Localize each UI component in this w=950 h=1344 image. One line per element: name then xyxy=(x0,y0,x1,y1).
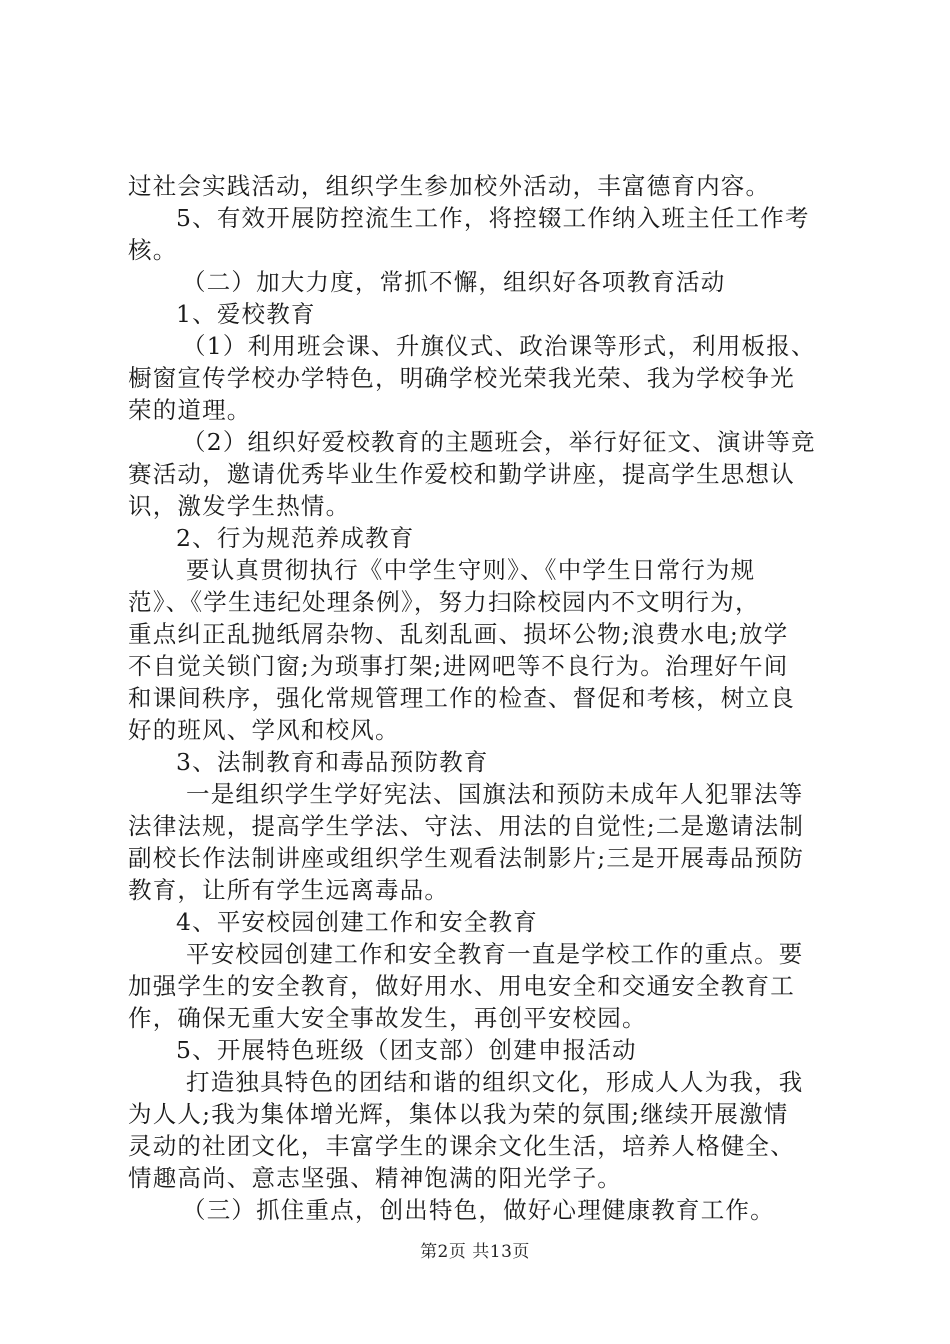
document-body xyxy=(128,170,832,1226)
section-heading: （三）抓住重点，创出特色，做好心理健康教育工作。 xyxy=(182,1196,775,1224)
text-line: 识，激发学生热情。 xyxy=(128,492,351,520)
text-line: 5、有效开展防控流生工作，将控辍工作纳入班主任工作考 xyxy=(176,204,810,232)
subsection-heading: 3、法制教育和毒品预防教育 xyxy=(176,748,489,776)
text-line: （1）利用班会课、升旗仪式、政治课等形式，利用板报、 xyxy=(182,332,816,360)
text-line: 要认真贯彻执行《中学生守则》、《中学生日常行为规 xyxy=(186,556,756,584)
text-line: 重点纠正乱抛纸屑杂物、乱刻乱画、损坏公物;浪费水电;放学 xyxy=(128,620,789,648)
text-line: 作，确保无重大安全事故发生，再创平安校园。 xyxy=(128,1004,647,1032)
text-line: 赛活动，邀请优秀毕业生作爱校和勤学讲座，提高学生思想认 xyxy=(128,460,795,488)
text-line: 教育，让所有学生远离毒品。 xyxy=(128,876,450,904)
subsection-heading: 1、爱校教育 xyxy=(176,300,316,328)
text-line: 好的班风、学风和校风。 xyxy=(128,716,400,744)
text-line: 不自觉关锁门窗;为琐事打架;进网吧等不良行为。治理好午间 xyxy=(128,652,789,680)
text-line: 一是组织学生学好宪法、国旗法和预防未成年人犯罪法等 xyxy=(186,780,804,808)
text-line: 范》、《学生违纪处理条例》，努力扫除校园内不文明行为， xyxy=(128,588,760,616)
text-line: 平安校园创建工作和安全教育一直是学校工作的重点。要 xyxy=(186,940,804,968)
subsection-heading: 2、行为规范养成教育 xyxy=(176,524,415,552)
subsection-heading: 4、平安校园创建工作和安全教育 xyxy=(176,908,538,936)
text-line: 法律法规，提高学生学法、守法、用法的自觉性;二是邀请法制 xyxy=(128,812,805,840)
text-line: 荣的道理。 xyxy=(128,396,252,424)
text-line: 情趣高尚、意志坚强、精神饱满的阳光学子。 xyxy=(128,1164,622,1192)
text-line: 打造独具特色的团结和谐的组织文化，形成人人为我，我 xyxy=(186,1068,804,1096)
page-number-footer: 第2页 共13页 xyxy=(420,1242,530,1262)
text-line: 和课间秩序，强化常规管理工作的检查、督促和考核，树立良 xyxy=(128,684,795,712)
text-line: 过社会实践活动，组织学生参加校外活动，丰富德育内容。 xyxy=(128,172,771,200)
text-line: 副校长作法制讲座或组织学生观看法制影片;三是开展毒品预防 xyxy=(128,844,805,872)
text-line: （2）组织好爱校教育的主题班会，举行好征文、演讲等竞 xyxy=(182,428,816,456)
subsection-heading: 5、开展特色班级（团支部）创建申报活动 xyxy=(176,1036,637,1064)
text-line: 为人人;我为集体增光辉，集体以我为荣的氛围;继续开展激情 xyxy=(128,1100,789,1128)
text-line: 加强学生的安全教育，做好用水、用电安全和交通安全教育工 xyxy=(128,972,795,1000)
section-heading: （二）加大力度，常抓不懈，组织好各项教育活动 xyxy=(182,268,726,296)
text-line: 橱窗宣传学校办学特色，明确学校光荣我光荣、我为学校争光 xyxy=(128,364,795,392)
text-line: 灵动的社团文化，丰富学生的课余文化生活，培养人格健全、 xyxy=(128,1132,795,1160)
text-line: 核。 xyxy=(128,236,178,264)
